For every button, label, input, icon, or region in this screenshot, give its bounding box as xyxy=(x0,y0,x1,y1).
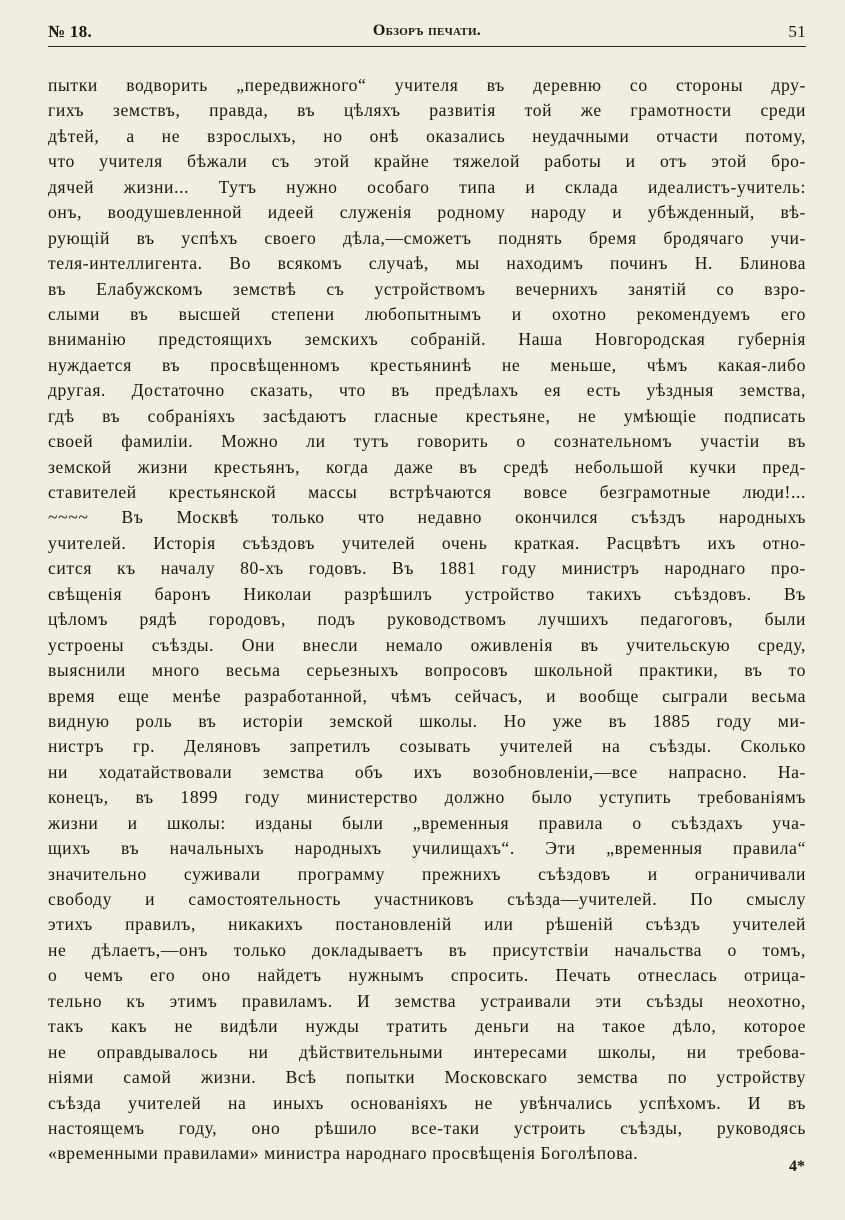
signature-mark: 4* xyxy=(789,1158,805,1175)
text-line: такъ какъ не видѣли нужды тратить деньги на такое дѣло, которое xyxy=(48,1016,806,1037)
text-line: своей фамиліи. Можно ли тутъ говорить о сознательномъ участіи въ xyxy=(48,431,806,452)
text-line: значительно суживали программу прежнихъ съѣздовъ и ограничивали xyxy=(48,863,806,884)
text-line: нуждается въ просвѣщенномъ крестьянинѣ не меньше, чѣмъ какая-либо xyxy=(48,354,806,375)
text-line: теля-интеллигента. Во всякомъ случаѣ, мы находимъ починъ Н. Блинова xyxy=(48,253,806,274)
text-line: свободу и самостоятельность участниковъ съѣзда—учителей. По смыслу xyxy=(48,889,806,909)
text-line: не оправдывалось ни дѣйствительными интересами школы, ни требова- xyxy=(48,1041,806,1062)
section-title: Обзоръ печати. xyxy=(372,22,482,39)
text-line: гихъ земствъ, правда, въ цѣляхъ развитія той же грамотности среди xyxy=(48,100,806,121)
text-line: дѣтей, а не взрослыхъ, но онѣ оказались неудачными отчасти потому, xyxy=(48,125,806,146)
text-line: жизни и школы: изданы были „временныя правила о съѣздахъ уча- xyxy=(48,812,806,833)
text-line: выяснили много весьма серьезныхъ вопросовъ школьной практики, въ то xyxy=(48,660,806,681)
issue-number: № 18. xyxy=(48,22,93,41)
article-body xyxy=(48,73,806,1167)
text-line: конецъ, въ 1899 году министерство должно было уступить требованіямъ xyxy=(48,787,806,808)
text-line: цѣломъ рядѣ городовъ, подъ руководствомъ лучшихъ педагоговъ, были xyxy=(48,609,806,630)
running-header xyxy=(48,20,806,47)
text-line: «временными правилами» министра народнаго просвѣщенія Боголѣпова. xyxy=(48,1143,639,1164)
text-line: гдѣ въ собраніяхъ засѣдаютъ гласные крестьяне, не умѣющіе подписать xyxy=(48,405,806,426)
text-line: щихъ въ начальныхъ народныхъ училищахъ“. Эти „временныя правила“ xyxy=(48,838,806,859)
text-line: земской жизни крестьянъ, когда даже въ средѣ небольшой кучки пред- xyxy=(48,456,806,477)
text-line: съѣзда учителей на иныхъ основаніяхъ не увѣнчались успѣхомъ. И въ xyxy=(48,1092,806,1113)
text-line: ставителей крестьянской массы встрѣчаются вовсе безграмотные люди!... xyxy=(48,482,806,502)
text-line: тельно къ этимъ правиламъ. И земства устраивали эти съѣзды неохотно, xyxy=(48,990,806,1011)
page-number: 51 xyxy=(788,22,806,41)
text-line: не дѣлаетъ,—онъ только докладываетъ въ присутствіи начальства о томъ, xyxy=(48,939,806,960)
text-line: устроены съѣзды. Они внесли немало оживленія въ учительскую среду, xyxy=(48,634,806,655)
text-line: о чемъ его оно найдетъ нужнымъ спросить. Печать отнеслась отрица- xyxy=(48,965,806,986)
text-line: дячей жизни... Тутъ нужно особаго типа и склада идеалистъ-учитель: xyxy=(48,176,806,197)
text-line: вниманію предстоящихъ земскихъ собраній. Наша Новгородская губернія xyxy=(48,329,806,350)
text-line: въ Елабужскомъ земствѣ съ устройствомъ вечернихъ занятій со взро- xyxy=(48,278,806,299)
text-line: время еще менѣе разработанной, чѣмъ сейчасъ, и вообще сыграли весьма xyxy=(48,685,806,706)
text-line: ніями самой жизни. Всѣ попытки Московскаго земства по устройству xyxy=(48,1067,806,1088)
text-line: пытки водворить „передвижного“ учителя въ деревню со стороны дру- xyxy=(48,75,806,95)
text-line: настоящемъ году, оно рѣшило все-таки устроить съѣзды, руководясь xyxy=(48,1117,806,1138)
text-line: что учителя бѣжали съ этой крайне тяжелой работы и отъ этой бро- xyxy=(48,151,806,172)
text-line: ни ходатайствовали земства объ ихъ возобновленіи,—все напрасно. На- xyxy=(48,761,806,782)
text-line: другая. Достаточно сказать, что въ предѣлахъ ея есть уѣздныя земства, xyxy=(48,380,806,401)
text-line: нистръ гр. Деляновъ запретилъ созывать учителей на съѣзды. Сколько xyxy=(48,736,806,757)
text-line: учителей. Исторія съѣздовъ учителей очень краткая. Расцвѣтъ ихъ отно- xyxy=(48,532,806,553)
text-line: этихъ правилъ, никакихъ постановленій или рѣшеній съѣздъ учителей xyxy=(48,914,806,935)
text-line: онъ, воодушевленной идеей служенія родному народу и убѣжденный, вѣ- xyxy=(48,202,806,223)
text-line: слыми въ высшей степени любопытнымъ и охотно рекомендуемъ его xyxy=(48,303,806,324)
text-line: ~~~~ Въ Москвѣ только что недавно окончился съѣздъ народныхъ xyxy=(48,507,806,528)
text-line: свѣщенія баронъ Николаи разрѣшилъ устройство такихъ съѣздовъ. Въ xyxy=(48,583,806,604)
text-line: видную роль въ исторіи земской школы. Но уже въ 1885 году ми- xyxy=(48,710,806,731)
text-line: рующій въ успѣхъ своего дѣла,—сможетъ поднять бремя бродячаго учи- xyxy=(48,227,806,248)
text-line: сится къ началу 80-хъ годовъ. Въ 1881 году министръ народнаго про- xyxy=(48,558,806,579)
